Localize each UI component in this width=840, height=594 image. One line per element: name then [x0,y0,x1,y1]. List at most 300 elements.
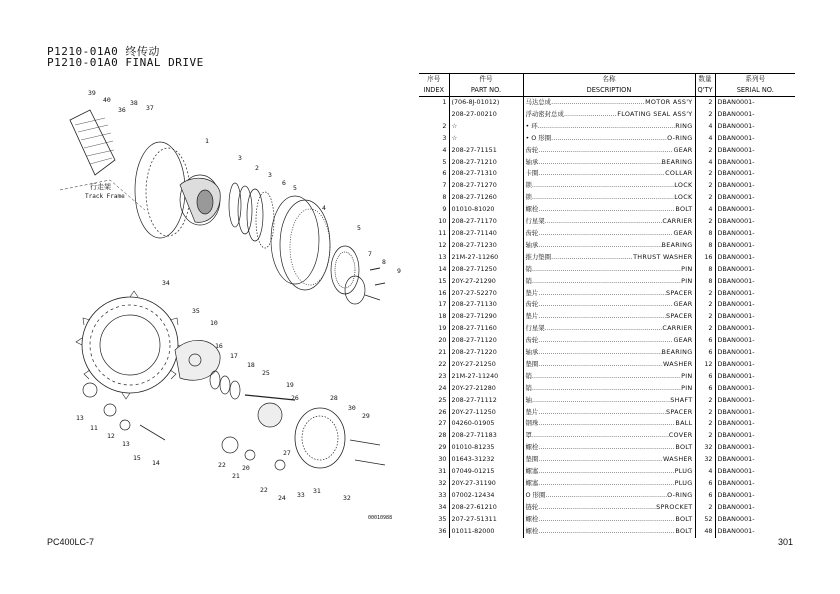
row-desc-cn: 垫圈 [525,359,539,368]
row-serial: DBAN0001- [717,240,755,249]
row-qty: 6 [695,347,715,359]
callout-3b: 3 [268,171,272,179]
row-description [523,418,695,430]
row-serial: DBAN0001- [717,169,755,178]
row-qty: 2 [695,97,715,109]
row-desc-en: WASHER [663,455,693,464]
row-index: 34 [419,502,449,514]
row-desc-leader [545,323,663,335]
table-row [419,371,795,383]
row-qty: 32 [695,442,715,454]
row-desc-cn: 轴 [525,395,532,404]
row-description [523,240,695,252]
row-description [523,430,695,442]
row-qty: 2 [695,145,715,157]
callout-4: 4 [322,204,326,212]
row-desc-cn: 销 [525,383,532,392]
row-serial: DBAN0001- [717,490,755,499]
row-desc-cn: 轴承 [525,157,539,166]
row-serial: DBAN0001- [717,300,755,309]
row-serial: DBAN0001- [717,395,755,404]
callout-40: 40 [103,96,111,104]
row-index: 17 [419,299,449,311]
row-qty: 2 [695,395,715,407]
callout-8: 8 [382,258,386,266]
row-desc-cn: 行星架 [525,217,545,226]
row-index: 21 [419,347,449,359]
row-part-no: ☆ [449,133,523,145]
row-part-no: 01643-31232 [449,454,523,466]
row-description [523,311,695,323]
row-description [523,335,695,347]
row-desc-leader [564,109,617,121]
table-row [419,347,795,359]
row-desc-en: COVER [668,431,693,440]
row-qty: 4 [695,121,715,133]
row-index: 6 [419,168,449,180]
table-row [419,526,795,538]
row-serial: DBAN0001- [717,133,755,142]
row-part-no: 07002-12434 [449,490,523,502]
row-description [523,383,695,395]
row-index: 19 [419,323,449,335]
row-desc-cn: 齿轮 [525,145,539,154]
callout-24: 24 [278,494,286,502]
row-index: 3 [419,133,449,145]
header-index-en: INDEX [419,85,449,97]
row-desc-en: PIN [681,383,693,392]
row-part-no: 208-27-71183 [449,430,523,442]
row-serial: DBAN0001- [717,228,755,237]
row-serial: DBAN0001- [717,371,755,380]
callout-38: 38 [130,99,138,107]
row-description [523,180,695,192]
row-part-no: 207-27-52270 [449,288,523,300]
row-description [523,347,695,359]
row-qty: 4 [695,466,715,478]
row-desc-cn: 螺栓 [525,514,539,523]
row-serial: DBAN0001- [717,145,755,154]
row-index: 10 [419,216,449,228]
row-desc-en: O-RING [667,490,693,499]
row-part-no: 208-27-71270 [449,180,523,192]
callout-20: 20 [242,464,250,472]
row-desc-leader [532,264,681,276]
row-part-no: 20Y-27-21280 [449,383,523,395]
callout-34: 34 [162,279,170,287]
row-part-no: 20Y-27-21290 [449,276,523,288]
row-qty: 2 [695,299,715,311]
row-part-no: 07049-01215 [449,466,523,478]
row-part-no: 208-27-71160 [449,323,523,335]
row-desc-en: SPACER [665,407,693,416]
table-row [419,204,795,216]
row-part-no: 208-27-71120 [449,335,523,347]
row-desc-leader [532,276,681,288]
row-desc-en: MOTOR ASS'Y [645,98,693,106]
row-desc-cn: 链轮 [525,502,539,511]
table-row [419,168,795,180]
row-desc-cn: 锁 [525,193,532,202]
row-part-no: 208-27-00210 [449,109,523,121]
row-qty: 2 [695,407,715,419]
row-desc-leader [538,288,666,300]
row-qty: 2 [695,216,715,228]
row-desc-en: COLLAR [665,169,693,178]
header-part-cn: 件号 [449,74,523,86]
row-part-no: 208-27-71112 [449,395,523,407]
row-desc-leader [532,430,669,442]
row-part-no: 01010-81235 [449,442,523,454]
row-description [523,157,695,169]
callout-35: 35 [192,307,200,315]
callout-13a: 13 [76,414,84,422]
row-description [523,442,695,454]
table-row [419,288,795,300]
row-serial: DBAN0001- [717,502,755,511]
row-serial: DBAN0001- [717,526,755,535]
row-description [523,121,695,133]
row-serial: DBAN0001- [717,467,755,476]
carrier [175,340,220,380]
page-number: 301 [778,537,794,547]
row-description [523,264,695,276]
callout-11: 11 [90,424,98,432]
row-desc-en: BOLT [675,205,693,214]
row-serial: DBAN0001- [717,431,755,440]
row-part-no: 208-27-71140 [449,228,523,240]
footer-model: PC400LC-7 [47,537,95,547]
row-part-no: 208-27-71130 [449,299,523,311]
row-desc-leader [538,418,675,430]
row-desc-leader [538,121,676,133]
row-desc-leader [538,466,674,478]
track-frame-label-cn: 行走架 [90,183,111,191]
callout-1: 1 [205,137,209,145]
row-desc-cn: 锁 [525,181,532,190]
header-serial-cn: 系列号 [715,74,795,86]
row-qty: 6 [695,478,715,490]
row-desc-cn: 钢珠 [525,419,539,428]
row-qty: 8 [695,276,715,288]
table-row [419,157,795,169]
row-qty: 4 [695,204,715,216]
row-serial: DBAN0001- [717,455,755,464]
table-row [419,502,795,514]
table-row [419,264,795,276]
row-index: 8 [419,192,449,204]
row-description [523,526,695,538]
row-desc-en: PIN [681,371,693,380]
row-desc-cn: 轴承 [525,240,539,249]
callout-25: 25 [262,369,270,377]
row-qty: 4 [695,157,715,169]
table-row [419,216,795,228]
row-index [419,109,449,121]
row-desc-leader [538,478,674,490]
row-index: 26 [419,407,449,419]
row-desc-leader [551,252,633,264]
drum-housing [135,142,185,238]
row-desc-en: PIN [681,276,693,285]
callout-5b: 5 [357,224,361,232]
callout-5a: 5 [293,184,297,192]
row-desc-en: CARRIER [662,324,693,333]
table-row [419,240,795,252]
row-index: 5 [419,157,449,169]
row-index: 15 [419,276,449,288]
table-row [419,442,795,454]
row-index: 32 [419,478,449,490]
row-index: 27 [419,418,449,430]
row-desc-en: LOCK [674,181,693,190]
row-desc-en: GEAR [673,336,693,345]
row-index: 11 [419,228,449,240]
row-desc-leader [538,454,663,466]
callout-16: 16 [215,342,223,350]
row-desc-en: GEAR [673,145,693,154]
row-description [523,466,695,478]
row-desc-leader [538,335,673,347]
row-qty: 2 [695,502,715,514]
row-desc-cn: 销 [525,276,532,285]
row-serial: DBAN0001- [717,288,755,297]
row-desc-cn: 螺塞 [525,479,539,487]
callout-33: 33 [297,491,305,499]
row-part-no: 208-27-61210 [449,502,523,514]
table-row [419,299,795,311]
row-serial: DBAN0001- [717,264,755,273]
row-part-no: 208-27-71210 [449,157,523,169]
row-desc-cn: 罩 [525,431,532,440]
row-index: 31 [419,466,449,478]
row-description [523,514,695,526]
row-qty: 2 [695,430,715,442]
row-desc-leader [538,442,675,454]
table-row [419,514,795,526]
row-desc-en: BOLT [675,443,693,452]
row-desc-en: BEARING [661,240,693,249]
row-index: 7 [419,180,449,192]
row-qty: 6 [695,490,715,502]
row-desc-cn: 齿轮 [525,336,539,345]
row-qty: 6 [695,371,715,383]
row-desc-en: FLOATING SEAL ASS'Y [617,109,693,118]
header-qty-cn: 数量 [695,74,715,86]
callout-3a: 3 [238,154,242,162]
row-desc-leader [532,395,670,407]
row-serial: DBAN0001- [717,443,755,452]
callout-14: 14 [152,459,160,467]
row-desc-en: GEAR [673,228,693,237]
table-row [419,133,795,145]
table-row [419,97,795,109]
table-row [419,228,795,240]
shaft [245,395,295,400]
track-frame-plate [70,110,115,175]
row-desc-en: CARRIER [662,217,693,226]
row-description [523,490,695,502]
row-desc-cn: • O 形圈 [525,133,552,142]
row-serial: DBAN0001- [717,419,755,428]
row-desc-leader [532,371,681,383]
row-desc-en: PLUG [674,479,693,487]
row-serial: DBAN0001- [717,336,755,345]
row-index: 30 [419,454,449,466]
cover [295,408,345,468]
table-header-en [419,85,795,97]
table-row [419,311,795,323]
row-description [523,323,695,335]
row-desc-cn: 螺塞 [525,467,539,476]
row-qty: 4 [695,133,715,145]
row-part-no: 01010-81020 [449,204,523,216]
row-part-no: 208-27-71310 [449,168,523,180]
row-index: 20 [419,335,449,347]
row-part-no: 208-27-71260 [449,192,523,204]
track-frame-label-en: Track Frame [85,193,125,200]
row-desc-leader [532,180,674,192]
row-description [523,204,695,216]
row-part-no: (706-8J-01012) [449,97,523,109]
row-qty: 48 [695,526,715,538]
row-desc-cn: 销 [525,264,532,273]
table-row [419,359,795,371]
row-desc-leader [551,97,645,109]
row-description [523,109,695,121]
row-desc-cn: 垫圈 [525,455,539,464]
header-qty-en: Q'TY [695,85,715,97]
row-desc-leader [532,192,674,204]
row-part-no: 04260-01905 [449,418,523,430]
row-qty: 8 [695,264,715,276]
callout-27: 27 [283,449,291,457]
row-desc-cn: O 形圈 [525,490,546,499]
row-desc-cn: 螺栓 [525,205,539,214]
callout-13b: 13 [122,440,130,448]
table-row [419,276,795,288]
row-serial: DBAN0001- [717,121,755,130]
row-description [523,359,695,371]
row-qty: 12 [695,359,715,371]
row-index: 12 [419,240,449,252]
page-title-cn: P1210-01A0 终传动 [47,45,160,58]
header-desc-cn: 名称 [523,74,695,86]
callout-9: 9 [397,267,401,275]
row-serial: DBAN0001- [717,383,755,392]
callout-22b: 22 [260,486,268,494]
table-row [419,121,795,133]
callout-7: 7 [368,250,372,258]
row-desc-cn: 马达总成 [525,98,552,106]
row-desc-leader [538,514,675,526]
header-serial-en: SERIAL NO. [715,85,795,97]
callout-10: 10 [210,319,218,327]
table-row [419,454,795,466]
row-desc-cn: 垫片 [525,407,539,416]
row-index: 18 [419,311,449,323]
row-desc-leader [538,359,663,371]
row-description [523,216,695,228]
row-part-no: 208-27-71220 [449,347,523,359]
row-desc-leader [551,133,667,145]
floating-seal [229,183,241,227]
row-desc-cn: 螺栓 [525,443,539,452]
row-index: 9 [419,204,449,216]
header-desc-en: DESCRIPTION [523,85,695,97]
parts-table [419,73,795,538]
row-part-no: 208-27-71170 [449,216,523,228]
table-row [419,252,795,264]
row-desc-leader [538,407,666,419]
row-description [523,502,695,514]
row-desc-cn: 齿轮 [525,300,539,309]
callout-26: 26 [291,394,299,402]
sprocket [82,297,178,393]
row-serial: DBAN0001- [717,193,755,202]
row-desc-leader [538,145,673,157]
row-serial: DBAN0001- [717,252,755,261]
row-description [523,145,695,157]
row-part-no: 20Y-27-21250 [449,359,523,371]
table-row [419,145,795,157]
row-desc-cn: 垫片 [525,312,539,321]
table-row [419,383,795,395]
row-description [523,97,695,109]
table-row [419,323,795,335]
row-desc-leader [538,157,661,169]
row-index: 25 [419,395,449,407]
carrier-2 [258,403,282,427]
table-row [419,395,795,407]
row-desc-leader [538,526,675,538]
row-serial: DBAN0001- [717,348,755,357]
row-desc-en: BEARING [661,348,693,357]
row-serial: DBAN0001- [717,98,755,106]
row-desc-cn: 轴承 [525,348,539,357]
row-desc-leader [545,216,663,228]
row-qty: 32 [695,454,715,466]
row-desc-en: PIN [681,264,693,273]
row-serial: DBAN0001- [717,514,755,523]
row-serial: DBAN0001- [717,217,755,226]
table-row [419,466,795,478]
callout-32: 32 [343,494,351,502]
row-description [523,395,695,407]
row-serial: DBAN0001- [717,324,755,333]
row-desc-leader [538,347,661,359]
row-qty: 52 [695,514,715,526]
row-index: 22 [419,359,449,371]
row-qty: 2 [695,311,715,323]
row-index: 14 [419,264,449,276]
row-desc-cn: 垫片 [525,288,539,297]
row-description [523,228,695,240]
row-desc-leader [538,502,656,514]
table-row [419,430,795,442]
row-desc-cn: 齿轮 [525,228,539,237]
row-desc-en: RING [675,121,693,130]
row-desc-cn: 推力垫圈 [525,252,552,261]
callout-39: 39 [88,89,96,97]
row-description [523,133,695,145]
row-qty: 2 [695,109,715,121]
row-desc-en: O-RING [667,133,693,142]
row-serial: DBAN0001- [717,479,755,487]
row-qty: 2 [695,323,715,335]
table-row [419,180,795,192]
row-description [523,299,695,311]
